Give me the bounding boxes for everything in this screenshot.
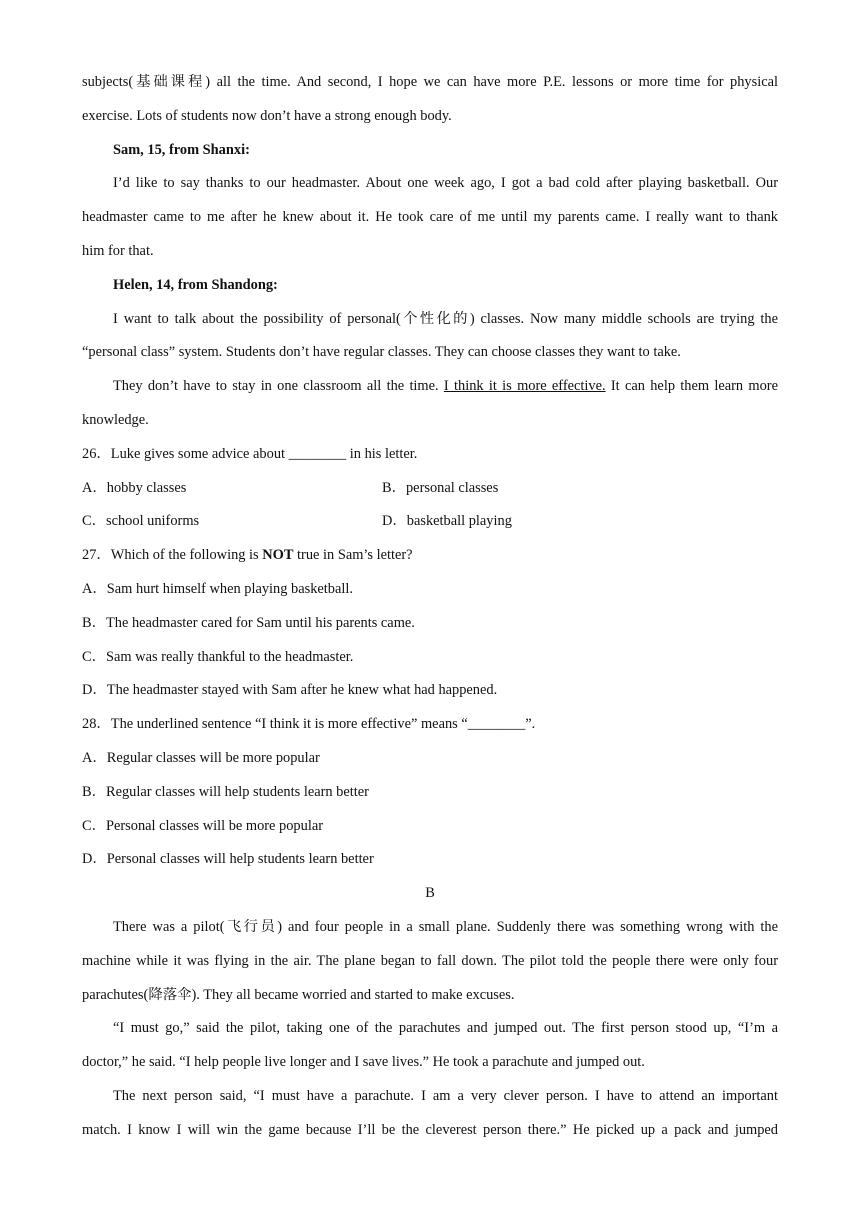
passage-b-line: The next person said, “I must have a parachute. I am a very clever person. I have to attend an important [113,1087,778,1104]
passage-a-line: exercise. Lots of students now don’t have a strong enough body. [82,107,452,124]
option-c: C．Sam was really thankful to the headmaster. [82,648,354,665]
passage-b-line: doctor,” he said. “I help people live longer and I save lives.” He took a parachute and jumped out. [82,1054,645,1071]
helen-heading: Helen, 14, from Shandong: [113,276,278,293]
q27-stem-bold: NOT [262,547,294,564]
option-d: D．Personal classes will help students learn better [82,851,374,868]
question-26-options-row [82,505,778,539]
document-body [82,66,778,1148]
question-26-options-row [82,472,778,506]
helen-letter-line: “personal class” system. Students don’t have regular classes. They can choose classes they want to take. [82,344,681,361]
helen-text-before: They don’t have to stay in one classroom all the time. [113,378,444,395]
option-a: A．Sam hurt himself when playing basketball. [82,580,353,597]
sam-letter-line: headmaster came to me after he knew about it. He took care of me until my parents came. I really want to thank [82,209,778,226]
option-b: B．Regular classes will help students learn better [82,783,369,800]
sam-letter-line: him for that. [82,242,154,259]
option-c: C．Personal classes will be more popular [82,817,323,834]
passage-b-line: There was a pilot(飞行员) and four people in a small plane. Suddenly there was something wrong with the [113,918,778,935]
underlined-sentence: I think it is more effective. [443,378,606,395]
sam-heading: Sam, 15, from Shanxi: [113,141,250,158]
passage-b-line: “I must go,” said the pilot, taking one of the parachutes and jumped out. The first person stood up, “I’m a [113,1020,778,1037]
question-28-stem: 28．The underlined sentence “I think it is more effective” means “________”. [82,716,536,733]
passage-b-label: B [425,885,435,902]
option-c: C．school uniforms [82,513,200,530]
question-26-stem: 26．Luke gives some advice about ________ in his letter. [82,445,418,462]
helen-letter-line: knowledge. [82,411,149,428]
option-a: A．Regular classes will be more popular [82,749,320,766]
question-27-stem [82,539,778,573]
option-d: D．The headmaster stayed with Sam after he knew what had happened. [82,682,498,699]
helen-letter-line [82,370,778,404]
helen-letter-line: I want to talk about the possibility of personal(个性化的) classes. Now many middle schools are trying the [113,310,778,327]
q27-stem-after: true in Sam’s letter? [293,547,413,564]
passage-a-line: subjects(基础课程) all the time. And second, I hope we can have more P.E. lessons or more time for physical [82,74,778,90]
option-b: B．The headmaster cared for Sam until his parents came. [82,614,415,631]
sam-letter-line: I’d like to say thanks to our headmaster. About one week ago, I got a bad cold after playing basketball. Our [113,175,778,192]
passage-b-line: match. I know I will win the game because I’ll be the cleverest person there.” He picked up a pack and jumped [82,1121,778,1138]
option-d: D．basketball playing [382,513,512,530]
helen-text-after: It can help them learn more [605,378,778,395]
q27-stem-before: 27．Which of the following is [82,547,263,564]
option-a: A．hobby classes [82,479,187,496]
passage-b-line: parachutes(降落伞). They all became worried and started to make excuses. [82,986,515,1003]
option-b: B．personal classes [382,479,499,496]
passage-b-line: machine while it was flying in the air. The plane began to fall down. The pilot told the people there were only four [82,952,778,969]
